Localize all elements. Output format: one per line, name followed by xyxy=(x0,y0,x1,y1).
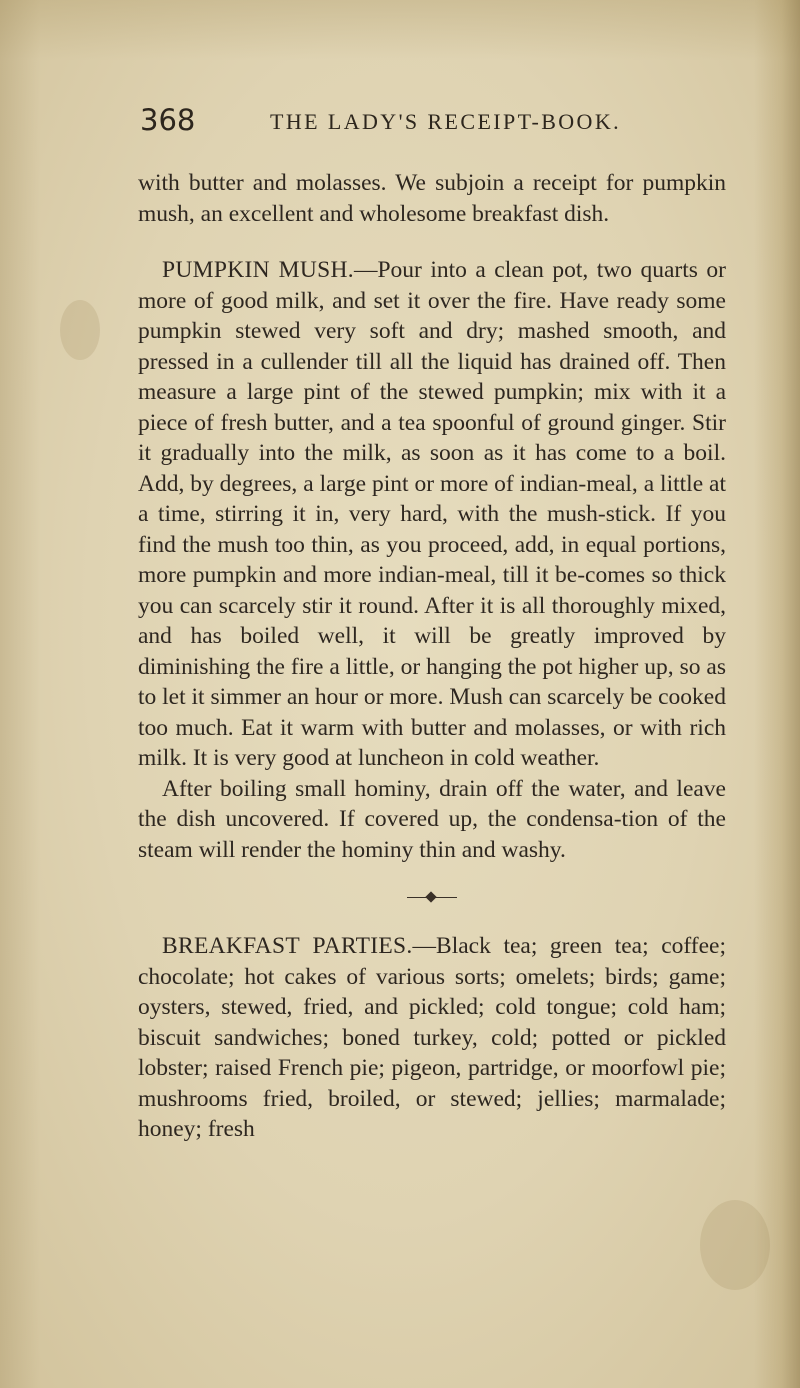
page-number: 368 xyxy=(140,103,196,137)
breakfast-parties-heading: BREAKFAST PARTIES. xyxy=(162,933,413,959)
pumpkin-mush-paragraph xyxy=(138,255,726,774)
page-left-shadow xyxy=(0,0,40,1388)
paper-stain xyxy=(700,1200,770,1290)
diamond-rule-icon xyxy=(407,887,457,907)
hominy-paragraph: After boiling small hominy, drain off the water, and leave the dish uncovered. If covered up, the condensa-tion of the steam will render the hominy thin and washy. xyxy=(138,775,726,863)
page-top-shadow xyxy=(0,0,800,60)
section-separator xyxy=(138,887,726,907)
pumpkin-mush-heading: PUMPKIN MUSH. xyxy=(162,257,354,283)
breakfast-parties-paragraph xyxy=(138,931,726,1145)
page-right-edge xyxy=(754,0,800,1388)
intro-paragraph: with butter and molasses. We subjoin a receipt for pumpkin mush, an excellent and wholesome breakfast dish. xyxy=(138,170,726,227)
page-header xyxy=(140,100,720,140)
page-body xyxy=(138,168,726,1145)
running-head: THE LADY'S RECEIPT-BOOK. xyxy=(270,109,622,134)
breakfast-parties-text: —Black tea; green tea; coffee; chocolate; hot cakes of various sorts; omelets; birds; game; oysters, stewed, fried, and pickled; cold tongue; cold ham; biscuit sandwiches; boned turkey, cold; potted or pickled lobster; raised French pie; pigeon, partridge, or moorfowl pie; mushrooms fried, broiled, or stewed; jellies; marmalade; honey; fresh xyxy=(138,933,726,1142)
paper-stain xyxy=(60,300,100,360)
pumpkin-mush-text: —Pour into a clean pot, two quarts or more of good milk, and set it over the fire. Have ready some pumpkin stewed very soft and dry; mashed smooth, and pressed in a cullender till all the liquid has drained off. Then measure a large pint of the stewed pumpkin; mix with it a piece of fresh butter, and a tea spoonful of ground ginger. Stir it gradually into the milk, as soon as it has come to a boil. Add, by degrees, a large pint or more of indian-meal, a little at a time, stirring it in, very hard, with the mush-stick. If you find the mush too thin, as you proceed, add, in equal portions, more pumpkin and more indian-meal, till it be-comes so thick you can scarcely stir it round. After it is all thoroughly mixed, and has boiled well, it will be greatly improved by diminishing the fire a little, or hanging the pot higher up, so as to let it simmer an hour or more. Mush can scarcely be cooked too much. Eat it warm with butter and molasses, or with rich milk. It is very good at luncheon in cold weather. xyxy=(138,257,726,771)
